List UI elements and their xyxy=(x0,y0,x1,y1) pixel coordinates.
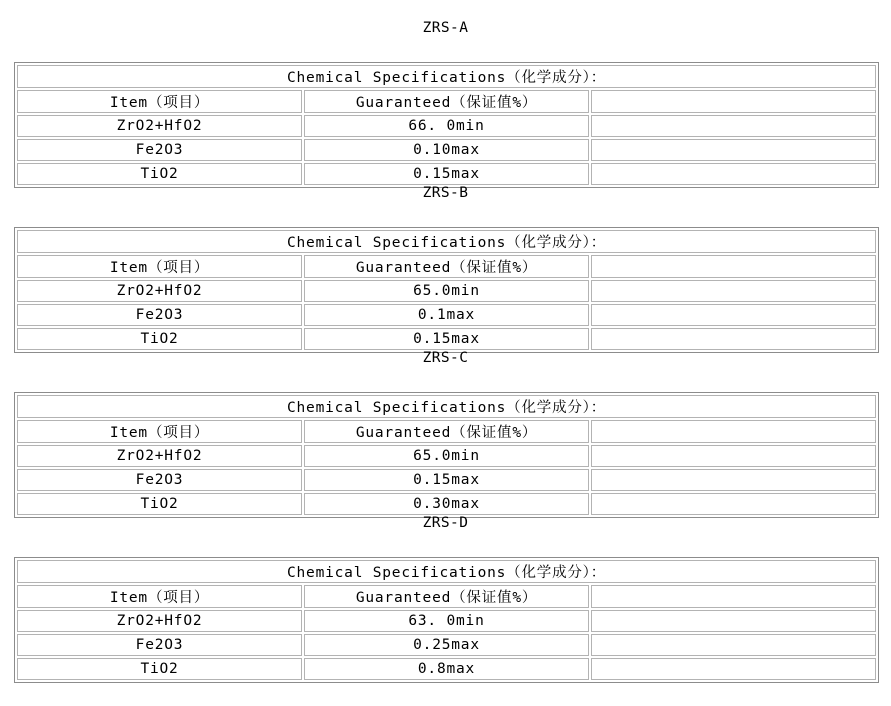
cell-item: TiO2 xyxy=(17,493,302,515)
cell-item: Fe2O3 xyxy=(17,634,302,656)
table-header-row xyxy=(17,420,876,443)
table-row xyxy=(17,139,876,161)
spec-table xyxy=(14,227,879,353)
header-item: Item（项目） xyxy=(17,420,302,443)
table-caption-row xyxy=(17,560,876,583)
cell-item: ZrO2+HfO2 xyxy=(17,445,302,467)
header-guaranteed: Guaranteed（保证值%） xyxy=(304,585,589,608)
table-row xyxy=(17,445,876,467)
cell-empty xyxy=(591,610,876,632)
cell-item: ZrO2+HfO2 xyxy=(17,280,302,302)
grade-title: ZRS-A xyxy=(422,20,469,36)
cell-empty xyxy=(591,328,876,350)
table-caption: Chemical Specifications（化学成分）： xyxy=(17,65,876,88)
table-row xyxy=(17,280,876,302)
table-row xyxy=(17,634,876,656)
cell-item: ZrO2+HfO2 xyxy=(17,115,302,137)
cell-value: 65.0min xyxy=(304,445,589,467)
cell-empty xyxy=(591,139,876,161)
header-empty xyxy=(591,585,876,608)
table-row xyxy=(17,328,876,350)
table-caption: Chemical Specifications（化学成分）： xyxy=(17,230,876,253)
cell-value: 0.15max xyxy=(304,469,589,491)
table-row xyxy=(17,469,876,491)
cell-item: Fe2O3 xyxy=(17,139,302,161)
cell-empty xyxy=(591,634,876,656)
grade-title: ZRS-C xyxy=(422,350,469,366)
table-caption: Chemical Specifications（化学成分）： xyxy=(17,560,876,583)
cell-empty xyxy=(591,163,876,185)
cell-item: TiO2 xyxy=(17,328,302,350)
cell-item: Fe2O3 xyxy=(17,304,302,326)
table-row xyxy=(17,115,876,137)
table-header-row xyxy=(17,255,876,278)
cell-empty xyxy=(591,115,876,137)
table-header-row xyxy=(17,90,876,113)
header-empty xyxy=(591,420,876,443)
cell-item: TiO2 xyxy=(17,658,302,680)
cell-empty xyxy=(591,469,876,491)
cell-value: 0.1max xyxy=(304,304,589,326)
cell-value: 0.8max xyxy=(304,658,589,680)
cell-value: 65.0min xyxy=(304,280,589,302)
table-row xyxy=(17,493,876,515)
cell-value: 0.10max xyxy=(304,139,589,161)
table-caption-row xyxy=(17,230,876,253)
cell-empty xyxy=(591,304,876,326)
header-empty xyxy=(591,255,876,278)
cell-value: 0.15max xyxy=(304,163,589,185)
header-guaranteed: Guaranteed（保证值%） xyxy=(304,90,589,113)
cell-item: ZrO2+HfO2 xyxy=(17,610,302,632)
header-guaranteed: Guaranteed（保证值%） xyxy=(304,420,589,443)
cell-empty xyxy=(591,658,876,680)
grade-title: ZRS-D xyxy=(422,515,469,531)
table-row xyxy=(17,304,876,326)
table-caption-row xyxy=(17,395,876,418)
header-item: Item（项目） xyxy=(17,90,302,113)
cell-value: 0.15max xyxy=(304,328,589,350)
cell-empty xyxy=(591,280,876,302)
spec-table xyxy=(14,62,879,188)
spec-table xyxy=(14,392,879,518)
cell-item: Fe2O3 xyxy=(17,469,302,491)
cell-empty xyxy=(591,445,876,467)
cell-empty xyxy=(591,493,876,515)
table-header-row xyxy=(17,585,876,608)
table-caption: Chemical Specifications（化学成分）： xyxy=(17,395,876,418)
header-item: Item（项目） xyxy=(17,585,302,608)
header-item: Item（项目） xyxy=(17,255,302,278)
table-row xyxy=(17,610,876,632)
cell-value: 63. 0min xyxy=(304,610,589,632)
cell-item: TiO2 xyxy=(17,163,302,185)
cell-value: 0.25max xyxy=(304,634,589,656)
header-guaranteed: Guaranteed（保证值%） xyxy=(304,255,589,278)
table-caption-row xyxy=(17,65,876,88)
cell-value: 66. 0min xyxy=(304,115,589,137)
header-empty xyxy=(591,90,876,113)
cell-value: 0.30max xyxy=(304,493,589,515)
grade-title: ZRS-B xyxy=(422,185,469,201)
table-row xyxy=(17,658,876,680)
spec-table xyxy=(14,557,879,683)
table-row xyxy=(17,163,876,185)
